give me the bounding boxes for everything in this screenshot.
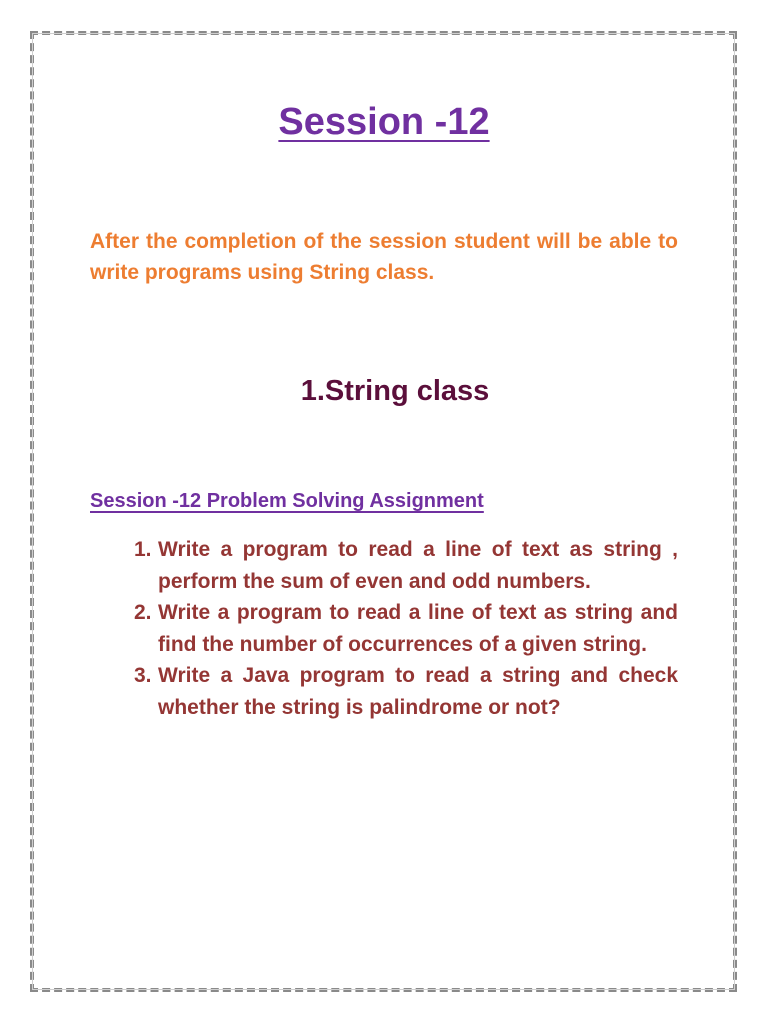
page-title xyxy=(0,96,768,148)
section-heading: 1.String class xyxy=(300,375,490,407)
problem-number: 3. xyxy=(134,664,152,687)
problem-item xyxy=(134,534,678,597)
problem-text: Write a program to read a line of text as string , perform the sum of even and odd numbers. xyxy=(158,538,678,593)
problem-text: Write a program to read a line of text as string and find the number of occurrences of a given string. xyxy=(158,601,678,656)
problem-text: Write a Java program to read a string and check whether the string is palindrome or not? xyxy=(158,664,678,719)
page-title-text: Session -12 xyxy=(278,101,490,143)
assignment-heading: Session -12 Problem Solving Assignment xyxy=(90,490,484,512)
problem-number: 1. xyxy=(134,538,152,561)
problem-item xyxy=(134,660,678,723)
problem-list xyxy=(134,534,678,723)
problem-item xyxy=(134,597,678,660)
session-objective: After the completion of the session student will be able to write programs using String class. xyxy=(90,230,678,284)
problem-number: 2. xyxy=(134,601,152,624)
